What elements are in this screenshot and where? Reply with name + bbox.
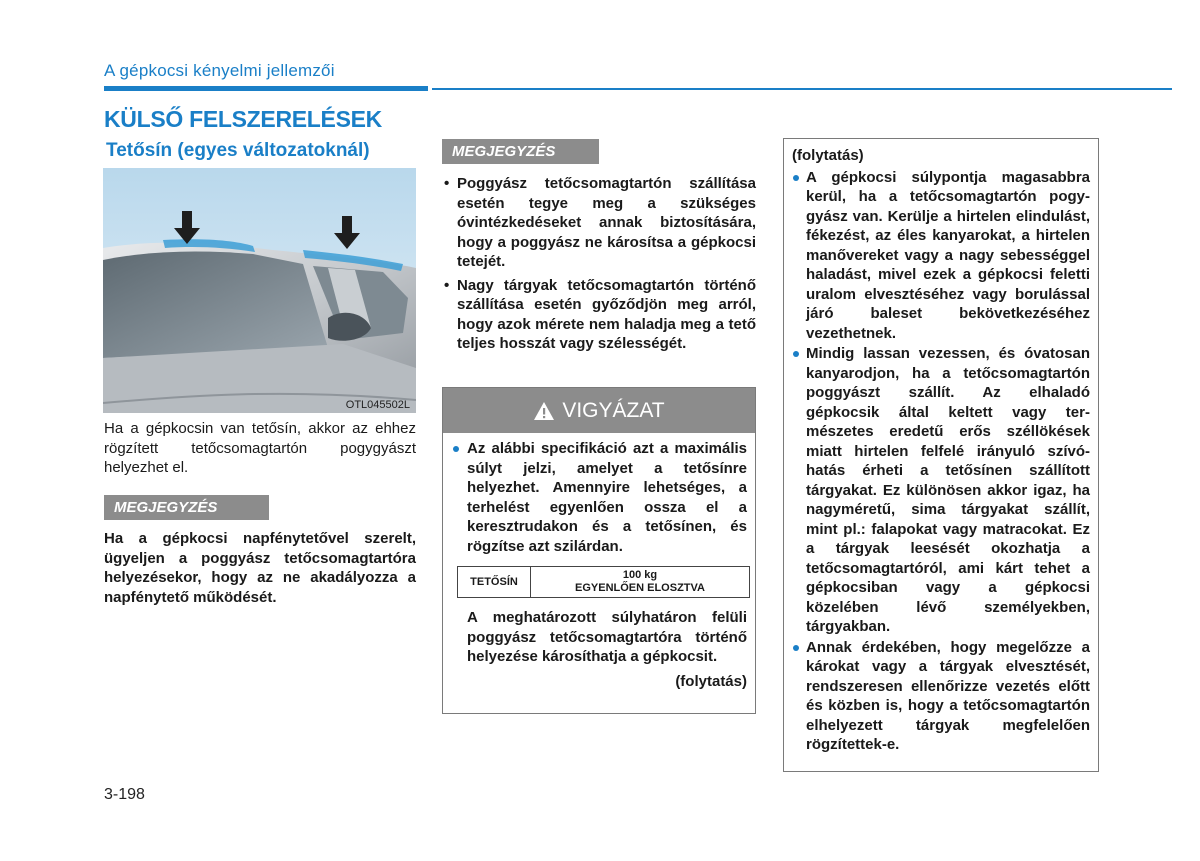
spec-key: TETŐSÍN bbox=[458, 567, 531, 598]
spec-value-line2: EGYENLŐEN ELOSZTVA bbox=[575, 582, 705, 594]
spec-value-line1: 100 kg bbox=[622, 569, 658, 581]
roof-rail-illustration bbox=[103, 168, 416, 413]
list-item bbox=[792, 168, 1090, 344]
warning-triangle-icon bbox=[533, 401, 555, 421]
list-item-text: Annak érdekében, hogy megelőzze a károkat vagy a tárgyak elvesztését, rendszeresen ellenőrizze vezetés előtt és közben is, hogy a tetőcsomagtartón elhelyezett tárgyak megfelelően rögzítettek-e. bbox=[806, 638, 1090, 753]
list-item bbox=[792, 638, 1090, 755]
note-text-left: Ha a gépkocsi napfénytetővel szerelt, ügyeljen a poggyász tetőcsomagtartóra helyezésekor, hogy az ne akadályozza a napfénytető működését. bbox=[104, 530, 416, 606]
bullet-dot bbox=[453, 446, 459, 452]
list-item: • Nagy tárgyak tetőcsomagtartón történő szállítása esetén győződjön meg arról, hogy azok mérete nem haladja meg a tető teljes hosszát vagy szélességét. bbox=[442, 276, 756, 354]
warning-box bbox=[442, 387, 756, 714]
bullet-dot bbox=[793, 175, 799, 181]
bullet-dot bbox=[793, 645, 799, 651]
list-item: • Poggyász tetőcsomagtartón szállítása esetén tegye meg a szükséges óvintézkedéseket annak biztosítására, hogy a poggyász ne károsítsa a gépkocsi tetejét. bbox=[442, 174, 756, 272]
header-rule-thin bbox=[432, 88, 1172, 90]
continued-warning-box bbox=[783, 138, 1099, 772]
list-item bbox=[792, 344, 1090, 637]
note-label-middle: MEGJEGYZÉS bbox=[442, 139, 599, 164]
figure-code: OTL045502L bbox=[345, 399, 410, 411]
subsection-title: Tetősín (egyes változatoknál) bbox=[106, 140, 370, 161]
middle-note-list bbox=[442, 174, 756, 358]
continued-label-right: (folytatás) bbox=[792, 147, 864, 164]
warning-item-text: Az alábbi specifikáció azt a maximális súlyt jelzi, amelyet a tetősínre helyezhet. Amennyire lehetséges, a terhelést egyenlően ossza el a keresztrudakon és a tetősínen, és rögzítse azt szilárdan. bbox=[467, 440, 747, 555]
warning-after-text: A meghatározott súlyhatáron felüli poggyász tetőcsomagtartóra történő helyezése károsíthatja a gépkocsit. bbox=[467, 609, 747, 665]
intro-paragraph: Ha a gépkocsin van tetősín, akkor az ehhez rögzített tetőcsomagtartón pogygyászt helyezhet el. bbox=[104, 420, 416, 476]
note-label-left: MEGJEGYZÉS bbox=[104, 495, 269, 520]
section-title: KÜLSŐ FELSZERELÉSEK bbox=[104, 106, 382, 132]
warning-item bbox=[453, 439, 747, 556]
header-rule-thick bbox=[104, 86, 428, 91]
bullet-dot bbox=[793, 351, 799, 357]
list-item-text: A gépkocsi súlypontja magasabbra kerül, ha a tetőcsomagtartón pogygyász van. Kerülje a hirtelen elindulást, fékezést, az éles kanyarokat, a hirtelen manővereket vagy a nagy sebességgel haladást, mivel ezek a gépkocsi feletti uralom elvesztéséhez vagy borulással járó baleset bekövetkezéséhez vezethetnek. bbox=[806, 168, 1090, 342]
spec-value bbox=[531, 567, 750, 598]
table-row bbox=[458, 567, 750, 598]
continued-label-middle: (folytatás) bbox=[675, 672, 747, 690]
warning-header bbox=[443, 388, 755, 433]
warning-title: VIGYÁZAT bbox=[562, 398, 665, 422]
spec-table bbox=[457, 566, 750, 598]
list-item-text: Mindig lassan vezessen, és óvatosan kanyarodjon, ha a tetőcsomagtartón poggyászt szállít. Az elhaladó gépkocsik által keltett vagy természetes eredetű erős széllökések miatt hirtelen felfelé irányuló szívóhatás érheti a tetősínen szállított tárgyakat. Ez különösen akkor igaz, ha nagyméretű, sima tárgyakat szállít, mint pl.: falapokat vagy matracokat. Ez a tárgyak leesését okozhatja a tetőcsomagtartóról, ami kárt tehet a gépkocsiban vagy a gépkocsi közelében lévő személyekben, tárgyakban. bbox=[806, 345, 1090, 635]
chapter-title: A gépkocsi kényelmi jellemzői bbox=[104, 61, 335, 80]
page-number: 3-198 bbox=[104, 786, 145, 803]
